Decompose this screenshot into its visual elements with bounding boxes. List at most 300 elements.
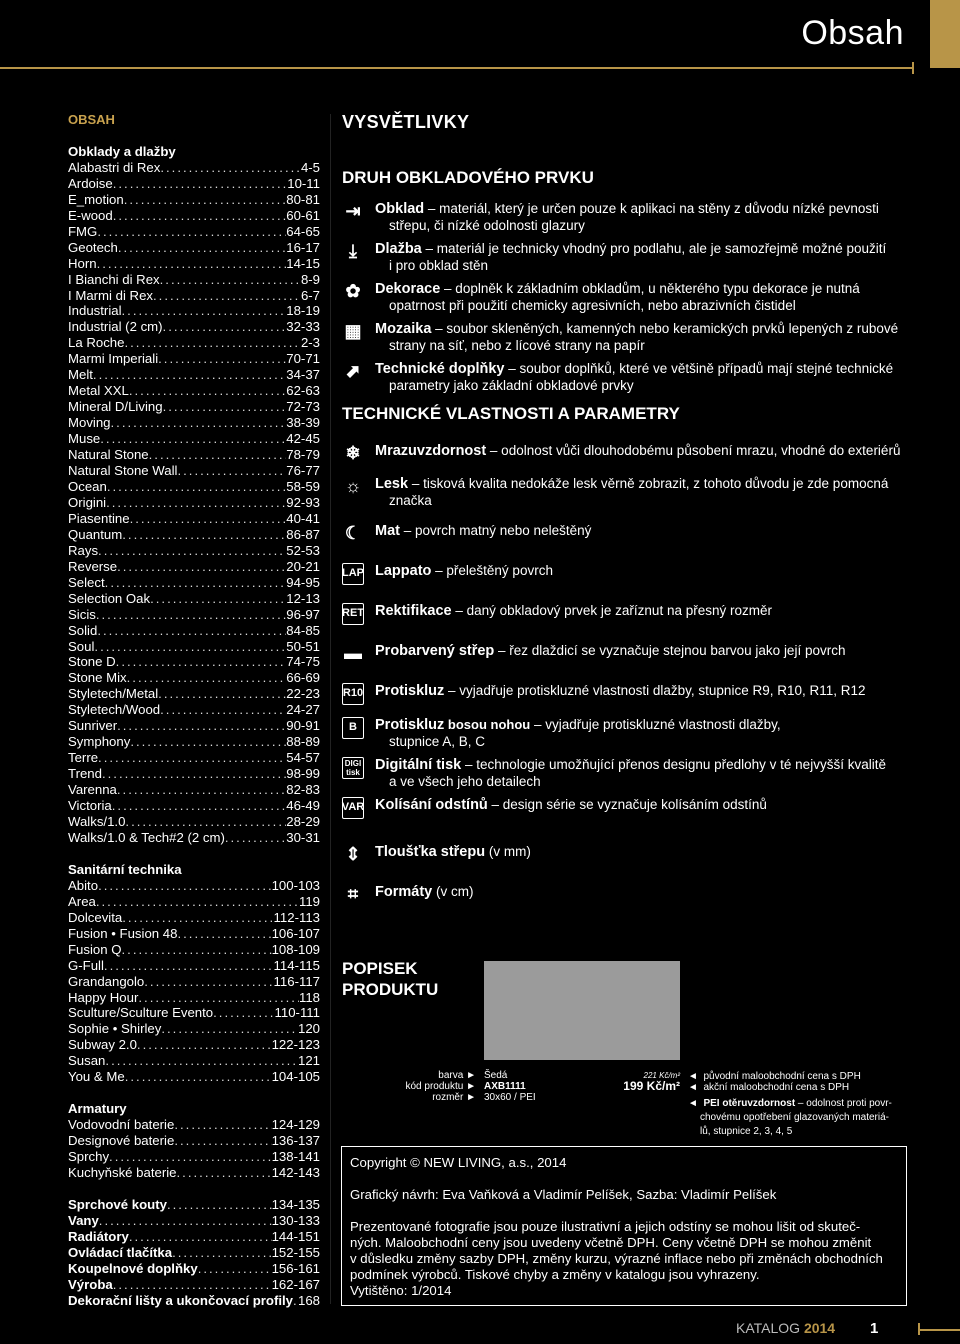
toc-entry-pages: 118 [298,989,320,1005]
toc-leader-dots [138,990,299,1006]
toc-entry [68,463,320,479]
label-value: 30x60 / PEI [484,1092,536,1103]
toc-entry-name: Reverse [68,558,118,574]
label-value: AXB1111 [484,1081,526,1092]
footer-label: KATALOG [736,1320,801,1336]
toc-entry-pages: 64-65 [286,223,320,239]
toc-entry-name: Sprchy [68,1149,110,1165]
toc-entry [68,830,320,846]
toc-leader-dots [104,958,274,974]
toc-entry-pages: 62-63 [286,383,320,399]
toc-entry-pages: 110-111 [274,1005,320,1021]
toc-leader-dots [113,208,287,224]
legend-term: Mrazuvzdornost [375,443,487,459]
toc-leader-dots [129,383,286,399]
toc-entry-name: Ardoise [68,175,113,191]
toc-entry-name: Marmi Imperiali [68,351,159,367]
toc-entry-name: Stone Mix [68,670,127,686]
toc-entry-name: Industrial [68,303,122,319]
toc-entry [68,527,320,543]
legend-subtitle-type: DRUH OBKLADOVÉHO PRVKU [342,168,594,187]
snowflake-icon: ❄ [345,443,361,464]
toc-leader-dots [177,463,286,479]
toc-entry [68,319,320,335]
toc-entry-pages: 76-77 [286,463,320,479]
legend-term: Obklad [375,201,425,217]
toc-leader-dots [97,224,286,240]
toc-entry [68,878,320,894]
toc-entry [68,575,320,591]
page-number: 1 [870,1320,879,1337]
toc-leader-dots [97,256,287,272]
toc-group-sanitary [68,878,320,1085]
toc-entry-pages: 18-19 [286,303,320,319]
table-of-contents [68,112,320,1309]
toc-leader-dots [127,670,287,686]
toc-entry-name: Symphony [68,734,131,750]
toc-entry-pages: 30-31 [286,829,320,845]
moon-icon: ☾ [344,523,362,544]
credits-line: Grafický návrh: Eva Vaňková a Vladimír Pelíšek, Sazba: Vladimír Pelíšek [350,1187,777,1202]
toc-entry [68,447,320,463]
legend-term: Dekorace [375,281,441,297]
disclaimer-line: ných. Maloobchodní ceny jsou uvedeny včetně DPH. Ceny včetně DPH se mohou změnit [350,1235,872,1250]
toc-entry-pages: 40-41 [286,510,320,526]
gold-corner-tab [930,0,960,68]
toc-leader-dots [124,192,287,208]
toc-entry-name: Dolcevita [68,909,123,925]
toc-group-title: Sanitární technika [68,861,182,877]
toc-entry-name: Quantum [68,526,123,542]
footer-year: 2014 [803,1320,836,1336]
toc-entry-name: Styletech/Wood [68,702,161,718]
pei-text: chovému opotřebení glazovaných materiá- [700,1112,889,1123]
toc-entry-pages: 54-57 [286,750,320,766]
legend-description: – design série se vyznačuje kolísáním odstínů [487,797,767,812]
toc-entry-pages: 28-29 [286,813,320,829]
toc-entry-name: I Bianchi di Rex [68,271,160,287]
toc-entry-pages: 156-161 [271,1260,320,1276]
pei-text: lů, stupnice 2, 3, 4, 5 [700,1126,793,1137]
toc-entry [68,335,320,351]
toc-entry-pages: 98-99 [286,766,320,782]
toc-leader-dots [177,926,271,942]
toc-entry [68,224,320,240]
toc-entry [68,766,320,782]
header-rule-tick [912,62,914,74]
toc-entry-name: Fusion Q [68,941,122,957]
toc-leader-dots [118,240,286,256]
toc-entry [68,1245,320,1261]
toc-leader-dots [97,623,286,639]
toc-leader-dots [150,591,286,607]
toc-entry [68,511,320,527]
price-action: 199 Kč/m² [623,1079,680,1093]
toc-entry-pages: 152-155 [271,1244,320,1260]
toc-leader-dots [130,511,287,527]
legend-term: Digitální tisk [375,757,462,773]
toc-leader-dots [93,367,286,383]
toc-leader-dots [129,1229,272,1245]
toc-entry-pages: 104-105 [271,1069,320,1085]
print-date: Vytištěno: 1/2014 [350,1283,452,1298]
legend-term: Technické doplňky [375,361,505,377]
toc-entry-name: Select [68,574,105,590]
toc-entry-pages: 66-69 [286,670,320,686]
pei-term: PEI otěruvzdornost [703,1098,796,1109]
toc-entry-pages: 34-37 [286,367,320,383]
toc-entry-name: Dekorační lišty a ukončovací profily [68,1292,293,1308]
toc-leader-dots [98,543,286,559]
label-key: rozměr [432,1092,464,1103]
legend-description-continued: střepu, či nízké odolnosti glazury [389,217,585,233]
toc-entry [68,351,320,367]
toc-leader-dots [113,1277,272,1293]
toc-entry-name: Styletech/Metal [68,686,159,702]
toc-leader-dots [122,303,287,319]
toc-entry-pages: 32-33 [286,319,320,335]
copyright-box [341,1146,907,1306]
legend-description: – materiál, který je určen pouze k aplikaci na stěny z důvodu nízké pevnosti [424,201,879,216]
toc-leader-dots [158,686,286,702]
colored-body-icon: ▬ [344,643,362,664]
toc-entry-pages: 10-11 [287,175,320,191]
toc-entry [68,208,320,224]
toc-entry [68,1037,320,1053]
toc-entry-pages: 78-79 [286,447,320,463]
decor-flower-icon: ✿ [345,281,361,302]
floor-arrow-icon: ⤓ [349,241,357,262]
sun-icon: ☼ [344,476,362,497]
toc-entry-pages: 14-15 [286,255,320,271]
toc-entry-name: Sunriver [68,718,118,734]
toc-entry [68,1021,320,1037]
toc-entry-name: Soul [68,638,95,654]
label-key: kód produktu [405,1081,464,1092]
toc-entry-name: Area [68,893,96,909]
toc-entry [68,176,320,192]
toc-entry-pages: 16-17 [286,239,320,255]
legend-term: Dlažba [375,241,422,257]
toc-leader-dots [96,894,299,910]
toc-entry [68,288,320,304]
toc-entry-name: G-Full [68,957,104,973]
header-rule [0,67,914,69]
legend-description: – odolnost vůči dlouhodobému působení mrazu, vhodné do exteriérů [486,443,901,458]
toc-entry [68,192,320,208]
toc-leader-dots [105,575,287,591]
toc-entry-name: Happy Hour [68,989,139,1005]
toc-leader-dots [94,639,286,655]
copyright-line: Copyright © NEW LIVING, a.s., 2014 [350,1155,567,1170]
toc-leader-dots [96,607,286,623]
toc-leader-dots [167,1197,272,1213]
toc-leader-dots [174,1133,271,1149]
toc-entry-pages: 114-115 [273,957,320,973]
toc-leader-dots [177,1165,272,1181]
footer-catalog [736,1320,835,1336]
toc-entry [68,654,320,670]
toc-entry [68,734,320,750]
toc-entry-name: Selection Oak [68,590,151,606]
toc-leader-dots [225,830,286,846]
toc-entry [68,1005,320,1021]
toc-entry-name: Piasentine [68,510,130,526]
toc-entry-name: Abito [68,877,99,893]
toc-leader-dots [163,399,287,415]
page-title: Obsah [801,14,904,52]
toc-entry-pages: 138-141 [271,1149,320,1165]
toc-entry-name: Grandangolo [68,973,145,989]
toc-entry-pages: 8-9 [300,271,320,287]
toc-entry-name: Solid [68,622,98,638]
legend-description-continued: opatrnost při použití chemicky agresivních, nebo abrazivních čistidel [389,297,796,313]
legend-description: – soubor doplňků, které ve většině případů mají stejné technické [504,361,894,376]
toc-entry-name: Moving [68,415,111,431]
ret-icon: RET [342,603,364,625]
toc-entry-pages: 116-117 [273,973,320,989]
toc-entry-pages: 144-151 [271,1228,320,1244]
product-label-values [484,1070,536,1103]
toc-entry-name: Vany [68,1212,99,1228]
toc-leader-dots [125,814,286,830]
toc-leader-dots [161,1021,298,1037]
toc-entry-pages: 22-23 [286,686,320,702]
toc-entry [68,1165,320,1181]
thickness-icon: ⇕ [345,844,361,865]
toc-entry-name: Ocean [68,478,107,494]
legend-description-continued: značka [389,492,432,508]
toc-leader-dots [163,319,287,335]
legend-term: Mozaika [375,321,432,337]
legend-term-extra: bosou nohou [444,717,531,732]
toc-entry-pages: 2-3 [300,335,320,351]
toc-entry-name: Výroba [68,1276,113,1292]
toc-entry-name: Walks/1.0 & Tech#2 (2 cm) [68,829,225,845]
toc-leader-dots [109,1149,272,1165]
toc-entry [68,670,320,686]
toc-entry [68,958,320,974]
toc-entry-pages: 100-103 [271,877,320,893]
legend-term: Kolísání odstínů [375,797,488,813]
toc-entry [68,942,320,958]
toc-group-tiles [68,160,320,846]
toc-entry-name: Stone D [68,654,116,670]
toc-leader-dots [160,702,286,718]
toc-group-other [68,1197,320,1309]
toc-leader-dots [100,431,286,447]
product-label-keys: barva ► kód produktu ► rozměr ► [405,1070,476,1103]
toc-leader-dots [98,878,272,894]
toc-entry-name: Walks/1.0 [68,813,126,829]
toc-entry-name: Koupelnové doplňky [68,1260,198,1276]
product-label-title-2: PRODUKTU [342,980,439,999]
toc-entry-name: Alabastri di Rex [68,159,161,175]
toc-entry-pages: 74-75 [286,654,320,670]
toc-entry-name: Metal XXL [68,383,129,399]
toc-entry-name: La Roche [68,335,125,351]
toc-entry-pages: 6-7 [300,287,320,303]
toc-entry-pages: 58-59 [286,478,320,494]
toc-entry-pages: 70-71 [286,351,320,367]
toc-entry-pages: 82-83 [286,782,320,798]
legend-term: Tloušťka střepu [375,844,486,860]
legend-term: Lappato [375,563,432,579]
toc-leader-dots [198,1261,272,1277]
toc-heading: OBSAH [68,112,115,127]
toc-leader-dots [105,1053,298,1069]
toc-entry [68,1261,320,1277]
mosaic-grid-icon: ▦ [344,321,362,342]
toc-leader-dots [149,447,287,463]
legend-term: Rektifikace [375,603,452,619]
legend-description: (v mm) [485,844,531,859]
toc-entry [68,1117,320,1133]
toc-group-title: Obklady a dlažby [68,143,176,159]
toc-entry [68,782,320,798]
product-label-heading [342,958,438,1000]
toc-leader-dots [153,288,301,304]
r10-icon: R10 [342,683,364,705]
toc-entry-pages: 46-49 [286,798,320,814]
toc-leader-dots [112,798,287,814]
toc-entry-name: Melt [68,367,93,383]
legend-description: – vyjadřuje protiskluzné vlastnosti dlažby, stupnice R9, R10, R11, R12 [444,683,866,698]
toc-leader-dots [158,351,286,367]
toc-entry [68,1053,320,1069]
toc-entry [68,272,320,288]
legend-description: – řez dlaždicí se vyznačuje stejnou barvou jako její povrch [494,643,846,658]
toc-entry-name: Industrial (2 cm) [68,319,163,335]
toc-entry-pages: 72-73 [286,399,320,415]
toc-entry [68,399,320,415]
toc-entry-pages: 124-129 [271,1117,320,1133]
format-icon: ⌗ [347,884,359,905]
wall-arrow-icon: ⇥ [345,201,361,222]
toc-entry-pages: 80-81 [286,191,320,207]
trim-piece-icon: ⬈ [345,361,361,382]
toc-entry-pages: 136-137 [271,1133,320,1149]
toc-entry-name: Natural Stone [68,447,149,463]
toc-leader-dots [116,654,287,670]
price-notes: ◄ původní maloobchodní cena s DPH ◄ akční maloobchodní cena s DPH ◄ PEI otěruvzdornost – odolnost proti povr- chovému opotřebení glazovaných materiá- lů, stupnice 2, 3, 4, 5 [688,1071,908,1139]
toc-entry-pages: 106-107 [271,925,320,941]
toc-entry-pages: 20-21 [286,558,320,574]
legend-description: – daný obkladový prvek je zaříznut na přesný rozměr [451,603,772,618]
legend-description: – technologie umožňující přenos designu předlohy v té nejvyšší kvalitě [461,757,886,772]
toc-entry [68,1197,320,1213]
toc-entry [68,702,320,718]
toc-entry [68,495,320,511]
toc-leader-dots [160,272,301,288]
toc-entry-name: Varenna [68,782,117,798]
b-icon: B [342,717,364,739]
toc-entry [68,240,320,256]
toc-entry [68,607,320,623]
toc-entry-pages: 162-167 [271,1276,320,1292]
toc-entry-pages: 130-133 [271,1212,320,1228]
toc-entry-name: Radiátory [68,1228,129,1244]
legend-description-continued: strany na síť, nebo z lícové strany na papír [389,337,645,353]
toc-entry-name: Muse [68,431,101,447]
disclaimer-line: podmínek výrobců. Tiskové chyby a změny v katalogu jsou vyhrazeny. [350,1267,760,1282]
toc-entry [68,1149,320,1165]
toc-entry-pages: 122-123 [271,1037,320,1053]
toc-entry-pages: 90-91 [286,718,320,734]
toc-entry-pages: 84-85 [286,622,320,638]
toc-entry-pages: 52-53 [286,542,320,558]
toc-leader-dots [99,1213,272,1229]
toc-group-fittings [68,1117,320,1181]
toc-entry [68,686,320,702]
lap-icon: LAP [342,563,364,585]
toc-leader-dots [213,1005,274,1021]
toc-entry-pages: 92-93 [286,494,320,510]
toc-entry [68,160,320,176]
footer-rule [920,1329,960,1331]
toc-leader-dots [160,160,301,176]
toc-entry [68,1133,320,1149]
legend-description-continued: a ve všech jeho detailech [389,773,541,789]
var-icon: VAR [342,797,364,819]
legend-description: – povrch matný nebo neleštěný [399,523,592,538]
legend-description: – soubor skleněných, kamenných nebo keramických prvků lepených z rubové [431,321,899,336]
toc-entry-name: Origini [68,494,107,510]
product-label-title-1: POPISEK [342,959,418,978]
toc-entry [68,543,320,559]
toc-entry [68,303,320,319]
toc-entry-pages: 94-95 [286,574,320,590]
toc-leader-dots [174,1117,271,1133]
legend-description: – vyjadřuje protiskluzné vlastnosti dlažby, [530,717,781,732]
toc-entry-pages: 12-13 [286,590,320,606]
toc-entry [68,383,320,399]
legend-term: Protiskluz [375,717,445,733]
toc-entry [68,1213,320,1229]
toc-leader-dots [130,734,286,750]
toc-entry-name: FMG [68,223,98,239]
toc-entry-name: Rays [68,542,99,558]
toc-leader-dots [122,527,286,543]
toc-entry-name: Victoria [68,798,112,814]
legend-description: – přeleštěný povrch [431,563,553,578]
label-value: Šedá [484,1070,508,1081]
legend-description: – materiál je technicky vhodný pro podlahu, ale je samozřejmě možné použití [421,241,887,256]
toc-leader-dots [122,910,273,926]
toc-entry [68,814,320,830]
toc-entry-name: Subway 2.0 [68,1037,137,1053]
toc-entry-pages: 60-61 [286,207,320,223]
toc-entry-name: You & Me [68,1069,125,1085]
pei-text: – odolnost proti povr- [795,1098,892,1109]
toc-entry-name: Horn [68,255,97,271]
toc-entry-pages: 38-39 [286,415,320,431]
toc-entry [68,798,320,814]
disclaimer-line: Prezentované fotografie jsou pouze ilustrativní a jejich odstíny se mohou lišit od skuteč- [350,1219,861,1234]
toc-entry-name: Fusion • Fusion 48 [68,925,178,941]
toc-entry-pages: 134-135 [271,1197,320,1212]
legend-description-continued: stupnice A, B, C [389,733,486,749]
toc-entry [68,559,320,575]
toc-entry-pages: 24-27 [286,702,320,718]
toc-entry-name: Natural Stone Wall [68,463,178,479]
toc-leader-dots [117,559,286,575]
toc-entry-name: Geotech [68,239,118,255]
toc-entry [68,623,320,639]
legend-term: Protiskluz [375,683,445,699]
legend-description-continued: i pro obklad stěn [389,257,489,273]
toc-leader-dots [107,479,286,495]
